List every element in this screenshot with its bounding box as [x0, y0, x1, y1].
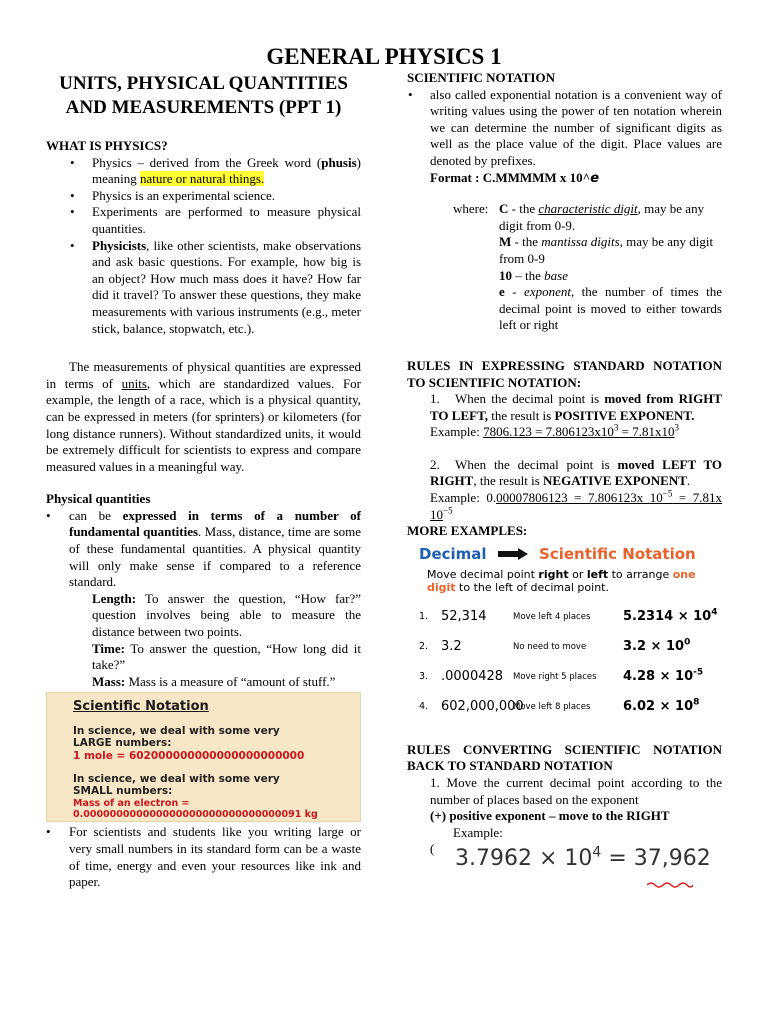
- more-examples-image: Decimal Scientific Notation Move decimal point right or left to arrange one digit to the left of decimal point. 1. 52,314 Move left 4 places $5.2314 \times 10^4$ 2. 3.2 No need to move $3.2 \times 10^0$ 3. .0000428 Move right 5 places $4.28 \times 10^{-5}$ 4. 602,000,000 Move left 8 places $6.02 \times 10^8$: [419, 546, 719, 736]
- rules-scientific-to-standard-heading: RULES CONVERTING SCIENTIFIC NOTATION BACK TO STANDARD NOTATION: [407, 741, 722, 774]
- what-is-physics-heading: WHAT IS PHYSICS?: [46, 138, 168, 153]
- scientific-notation-heading: SCIENTIFIC NOTATION: [407, 70, 555, 85]
- more-examples-heading: MORE EXAMPLES:: [407, 523, 528, 539]
- list-item: • Physics is an experimental science.: [92, 188, 361, 205]
- c-definition: C - the characteristic digit, may be any digit from 0-9.: [499, 201, 705, 233]
- rule-2-example: Example: 0.00007806123 = 7.806123x $10^{-5} = 7.81x$ $10^{-5}$: [430, 488, 722, 522]
- last-bullets: [46, 824, 361, 890]
- conversion-example-image: $3.7962 \times 10^4 = 37,962$: [437, 841, 737, 893]
- sn-bullets: [407, 87, 722, 170]
- list-item: • Experiments are performed to measure physical quantities.: [92, 204, 361, 237]
- right-column: SCIENTIFIC NOTATION • also called exponential notation is a convenient way of writing values using the power of ten notation wherein we can determine the number of significant digits as well as the place value of the digit. Place values are denoted by prefixes. Format : C.MMMMM x 10^e where: C - the characteristic digit, may be any digit from 0-9. M - the mantissa digits, may be any digit from 0-9 10 – the base e - exponent, the number of times the decimal point is moved to either towards left or right RULES IN EXPRESSING STANDARD NOTATION TO SCIENTIFIC NOTATION: 1. When the decimal point is moved from RIGHT TO LEFT, the result is POSITIVE EXPONENT. Example: $7806.123 = 7.806123x10^3 = 7.81x10^3$ 2. When the decimal point is moved LEFT TO RIGHT, the result is NEGATIVE EXPONENT. Example: 0.00007806123 = 7.806123x $10^{-5} = 7.81x$ $10^{-5}$ MORE EXAMPLES: Decimal Scientific Notation Move decimal point right or left to arrange one digit to the left of decimal point. 1. 52,314 Move left 4 places $5.2314 \times 10^4$ 2. 3.2 No need to move $3.2 \times 10^0$ 3. .0000428 Move right 5 places $4.28 \times 10^{-5}$ 4. 602,000,000 Move left 8 places $6.02 \times 10^8$ RULES CONVERTING SCIENTIFIC NOTATION BACK TO STANDARD NOTATION 1. Move the current decimal point according to the number of places based on the exponent (+) positive exponent – move to the RIGHT Example: ( $3.7962 \times 10^4 = 37,962$: [407, 70, 722, 893]
- where-block: where: C - the characteristic digit, may be any digit from 0-9. M - the mantissa digits, may be any digit from 0-9 10 – the base e - exponent, the number of times the decimal point is moved to either towards left or right: [453, 201, 722, 333]
- scientific-notation-image: Scientific Notation In science, we deal with some very LARGE numbers: 1 mole = 602000000000000000000000 In science, we deal with some very SMALL numbers: Mass of an electron = 0.000000000000000000000000000000091 kg: [46, 692, 361, 822]
- list-item: • can be expressed in terms of a number of fundamental quantities. Mass, distance, time are some of these fundamental quantities. A physical quantity will only make sense if compared to a reference standard.: [69, 508, 361, 591]
- arrow-right-icon: [498, 548, 528, 560]
- list-item: • Physicists, like other scientists, make observations and ask basic questions. For example, how big is an object? How much mass does it have? How far did it travel? To answer these questions, they make measurements with various instruments (e.g., meter stick, balance, stopwatch, etc.).: [92, 238, 361, 338]
- m-definition: M - the mantissa digits, may be any digit from 0-9: [499, 234, 714, 266]
- pq-bullets: [46, 508, 361, 591]
- example-row: 3. .0000428 Move right 5 places $4.28 \times 10^{-5}$: [419, 667, 704, 685]
- positive-exponent-rule: (+) positive exponent – move to the RIGHT: [430, 808, 670, 824]
- page-title: GENERAL PHYSICS 1: [266, 44, 502, 69]
- list-item: • also called exponential notation is a convenient way of writing values using the power of ten notation wherein we can determine the number of significant digits as well as the place value of the digit. Place values are denoted by prefixes.: [430, 87, 722, 170]
- example-row: 1. 52,314 Move left 4 places $5.2314 \times 10^4$: [419, 607, 718, 625]
- length-definition: Length: To answer the question, “How far?” question involves being able to measure the distance between two points.: [92, 590, 361, 640]
- squiggle-underline: [647, 881, 693, 889]
- example-row: 4. 602,000,000 Move left 8 places $6.02 \times 10^8$: [419, 697, 700, 715]
- list-item: • For scientists and students like you writing large or very small numbers in its standard form can be a waste of time, energy and even your resources like ink and paper.: [69, 824, 361, 890]
- exponent-definition: e - exponent, the number of times the decimal point is moved to either towards left or right: [499, 284, 722, 333]
- section-title: UNITS, PHYSICAL QUANTITIES AND MEASUREMENTS (PPT 1): [59, 73, 348, 118]
- list-item: • Physics – derived from the Greek word (phusis) meaning nature or natural things.: [92, 155, 361, 188]
- rule-1: 1. When the decimal point is moved from RIGHT TO LEFT, the result is POSITIVE EXPONENT.: [430, 391, 723, 423]
- rule-1-example: Example: $7806.123 = 7.806123x10^3 = 7.81x10^3$: [430, 422, 680, 440]
- base-definition: 10 – the base: [499, 267, 568, 283]
- rule-2: 2. When the decimal point is moved LEFT TO RIGHT, the result is NEGATIVE EXPONENT.: [430, 456, 722, 489]
- example-label: Example:: [453, 824, 503, 840]
- time-definition: Time: To answer the question, “How long did it take?”: [92, 640, 361, 673]
- example-row: 2. 3.2 No need to move $3.2 \times 10^0$: [419, 637, 691, 655]
- highlighted-text: nature or natural things.: [140, 171, 265, 187]
- example-rows: [419, 602, 719, 722]
- mass-definition: Mass: Mass is a measure of “amount of stuff.”: [92, 673, 336, 689]
- left-column: [46, 72, 361, 891]
- rules-standard-to-scientific-heading: RULES IN EXPRESSING STANDARD NOTATION TO SCIENTIFIC NOTATION:: [407, 357, 722, 390]
- units-paragraph: The measurements of physical quantities are expressed in terms of units, which are standardized values. For example, the length of a race, which is a physical quantity, can be expressed in meters (for sprinters) or kilometers (for long distance runners). Without standardized units, it would be extremely difficult for scientists to express and compare measured values in a meaningful way.: [46, 359, 362, 474]
- convert-rule-1: 1. Move the current decimal point according to the number of places based on the exponent: [430, 775, 722, 807]
- physics-bullets: [46, 155, 361, 338]
- physical-quantities-heading: Physical quantities: [46, 491, 151, 507]
- format-line: Format : C.MMMMM x 10^e: [430, 169, 600, 186]
